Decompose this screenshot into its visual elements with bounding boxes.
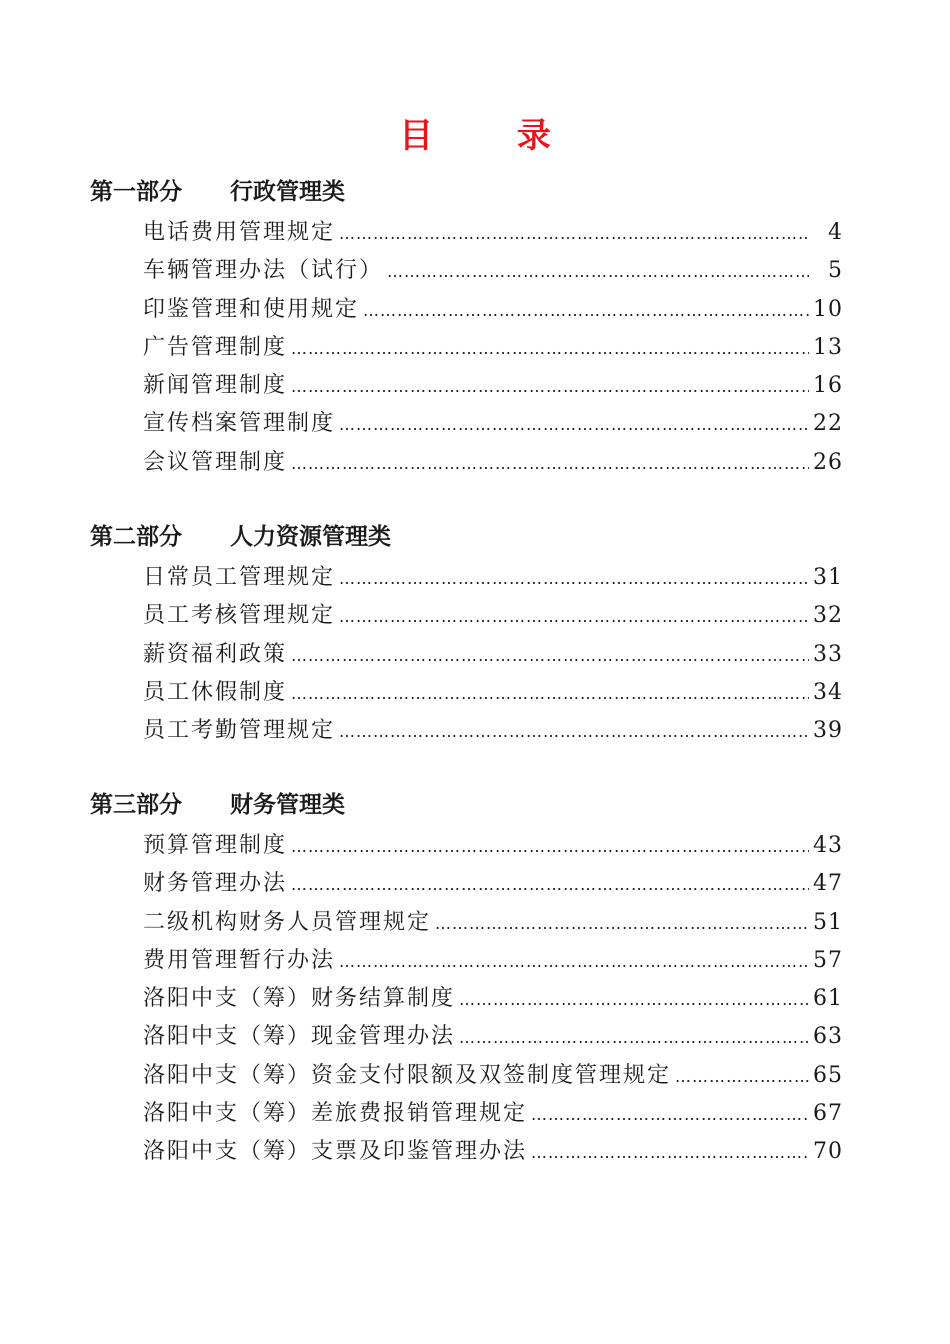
toc-entry[interactable] — [143, 1095, 843, 1133]
toc-entry[interactable] — [143, 214, 843, 252]
toc-entry[interactable] — [143, 636, 843, 674]
entry-title: 日常员工管理规定 — [143, 565, 336, 590]
entry-page: 31 — [813, 565, 843, 590]
entry-title: 洛阳中支（筹）资金支付限额及双签制度管理规定 — [143, 1062, 672, 1088]
toc-entry[interactable] — [143, 1133, 843, 1171]
toc-part-1 — [90, 172, 850, 482]
leader-dots — [459, 981, 809, 1019]
toc-entry[interactable] — [143, 942, 843, 980]
toc-entry[interactable] — [143, 252, 843, 290]
entry-title: 财务管理办法 — [143, 871, 288, 897]
entry-page: 65 — [813, 1062, 843, 1088]
toc-entry[interactable] — [143, 559, 843, 597]
toc-entry[interactable] — [143, 1057, 843, 1095]
part-label: 第二部分 — [90, 523, 182, 550]
leader-dots — [339, 215, 809, 253]
toc-entry[interactable] — [143, 444, 843, 482]
entry-page: 32 — [813, 603, 843, 629]
part-name: 行政管理类 — [230, 178, 345, 205]
entry-title: 预算管理制度 — [143, 833, 288, 858]
entry-page: 34 — [813, 679, 843, 705]
toc-entry[interactable] — [143, 405, 843, 443]
toc-entry[interactable] — [143, 367, 843, 405]
entry-title: 费用管理暂行办法 — [143, 947, 336, 973]
entry-title: 车辆管理办法（试行） — [143, 258, 384, 284]
entry-title: 宣传档案管理制度 — [143, 411, 336, 437]
leader-dots — [291, 637, 809, 675]
toc-entry[interactable] — [143, 980, 843, 1018]
entry-page: 63 — [813, 1024, 843, 1050]
toc-entry[interactable] — [143, 827, 843, 865]
entry-title: 员工休假制度 — [143, 679, 288, 705]
entry-title: 二级机构财务人员管理规定 — [143, 909, 432, 935]
toc-part-3 — [90, 785, 850, 1172]
leader-dots — [363, 292, 809, 330]
part-label: 第三部分 — [90, 791, 182, 818]
toc-entry[interactable] — [143, 712, 843, 750]
leader-dots — [339, 560, 809, 598]
entry-title: 广告管理制度 — [143, 334, 288, 360]
leader-dots — [339, 598, 809, 636]
part-heading — [90, 172, 850, 212]
leader-dots — [291, 828, 809, 866]
entry-page: 47 — [813, 871, 843, 897]
part-heading — [90, 785, 850, 825]
leader-dots — [675, 1058, 809, 1096]
entry-page: 4 — [828, 220, 843, 245]
leader-dots — [291, 445, 809, 483]
entry-title: 员工考勤管理规定 — [143, 718, 336, 744]
entry-title: 新闻管理制度 — [143, 373, 288, 399]
entry-page: 39 — [813, 718, 843, 744]
entry-title: 印鉴管理和使用规定 — [143, 296, 360, 322]
part-label: 第一部分 — [90, 178, 182, 205]
toc-entry[interactable] — [143, 865, 843, 903]
leader-dots — [531, 1096, 809, 1134]
leader-dots — [531, 1134, 809, 1172]
entry-page: 26 — [813, 449, 843, 475]
toc-entry[interactable] — [143, 1018, 843, 1056]
entry-title: 员工考核管理规定 — [143, 603, 336, 629]
page-title: 目 录 — [399, 116, 587, 156]
entry-page: 10 — [813, 296, 843, 322]
leader-dots — [435, 905, 809, 943]
leader-dots — [291, 330, 809, 368]
leader-dots — [387, 253, 809, 291]
toc-entry[interactable] — [143, 329, 843, 367]
entry-title: 电话费用管理规定 — [143, 220, 336, 245]
toc-entry[interactable] — [143, 597, 843, 635]
entry-page: 67 — [813, 1101, 843, 1127]
entry-page: 43 — [813, 833, 843, 858]
leader-dots — [339, 943, 809, 981]
entry-title: 洛阳中支（筹）现金管理办法 — [143, 1024, 456, 1050]
toc-entry[interactable] — [143, 674, 843, 712]
entry-page: 70 — [813, 1139, 843, 1165]
entry-title: 薪资福利政策 — [143, 641, 288, 667]
entry-page: 51 — [813, 909, 843, 935]
entry-page: 61 — [813, 986, 843, 1012]
part-name: 人力资源管理类 — [230, 523, 391, 550]
leader-dots — [291, 368, 809, 406]
leader-dots — [291, 675, 809, 713]
toc-entries — [90, 214, 850, 482]
entry-title: 洛阳中支（筹）财务结算制度 — [143, 986, 456, 1012]
toc-entries — [90, 559, 850, 750]
toc-part-2 — [90, 517, 850, 750]
leader-dots — [339, 406, 809, 444]
leader-dots — [339, 713, 809, 751]
leader-dots — [459, 1019, 809, 1057]
entry-page: 16 — [813, 373, 843, 399]
entry-page: 5 — [828, 258, 843, 284]
entry-page: 13 — [813, 334, 843, 360]
toc-entry[interactable] — [143, 904, 843, 942]
entry-page: 22 — [813, 411, 843, 437]
toc-entry[interactable] — [143, 291, 843, 329]
entry-title: 会议管理制度 — [143, 449, 288, 475]
entry-page: 33 — [813, 641, 843, 667]
entry-title: 洛阳中支（筹）支票及印鉴管理办法 — [143, 1139, 528, 1165]
entry-title: 洛阳中支（筹）差旅费报销管理规定 — [143, 1101, 528, 1127]
entry-page: 57 — [813, 947, 843, 973]
part-name: 财务管理类 — [230, 791, 345, 818]
toc-entries — [90, 827, 850, 1172]
part-heading — [90, 517, 850, 557]
leader-dots — [291, 866, 809, 904]
